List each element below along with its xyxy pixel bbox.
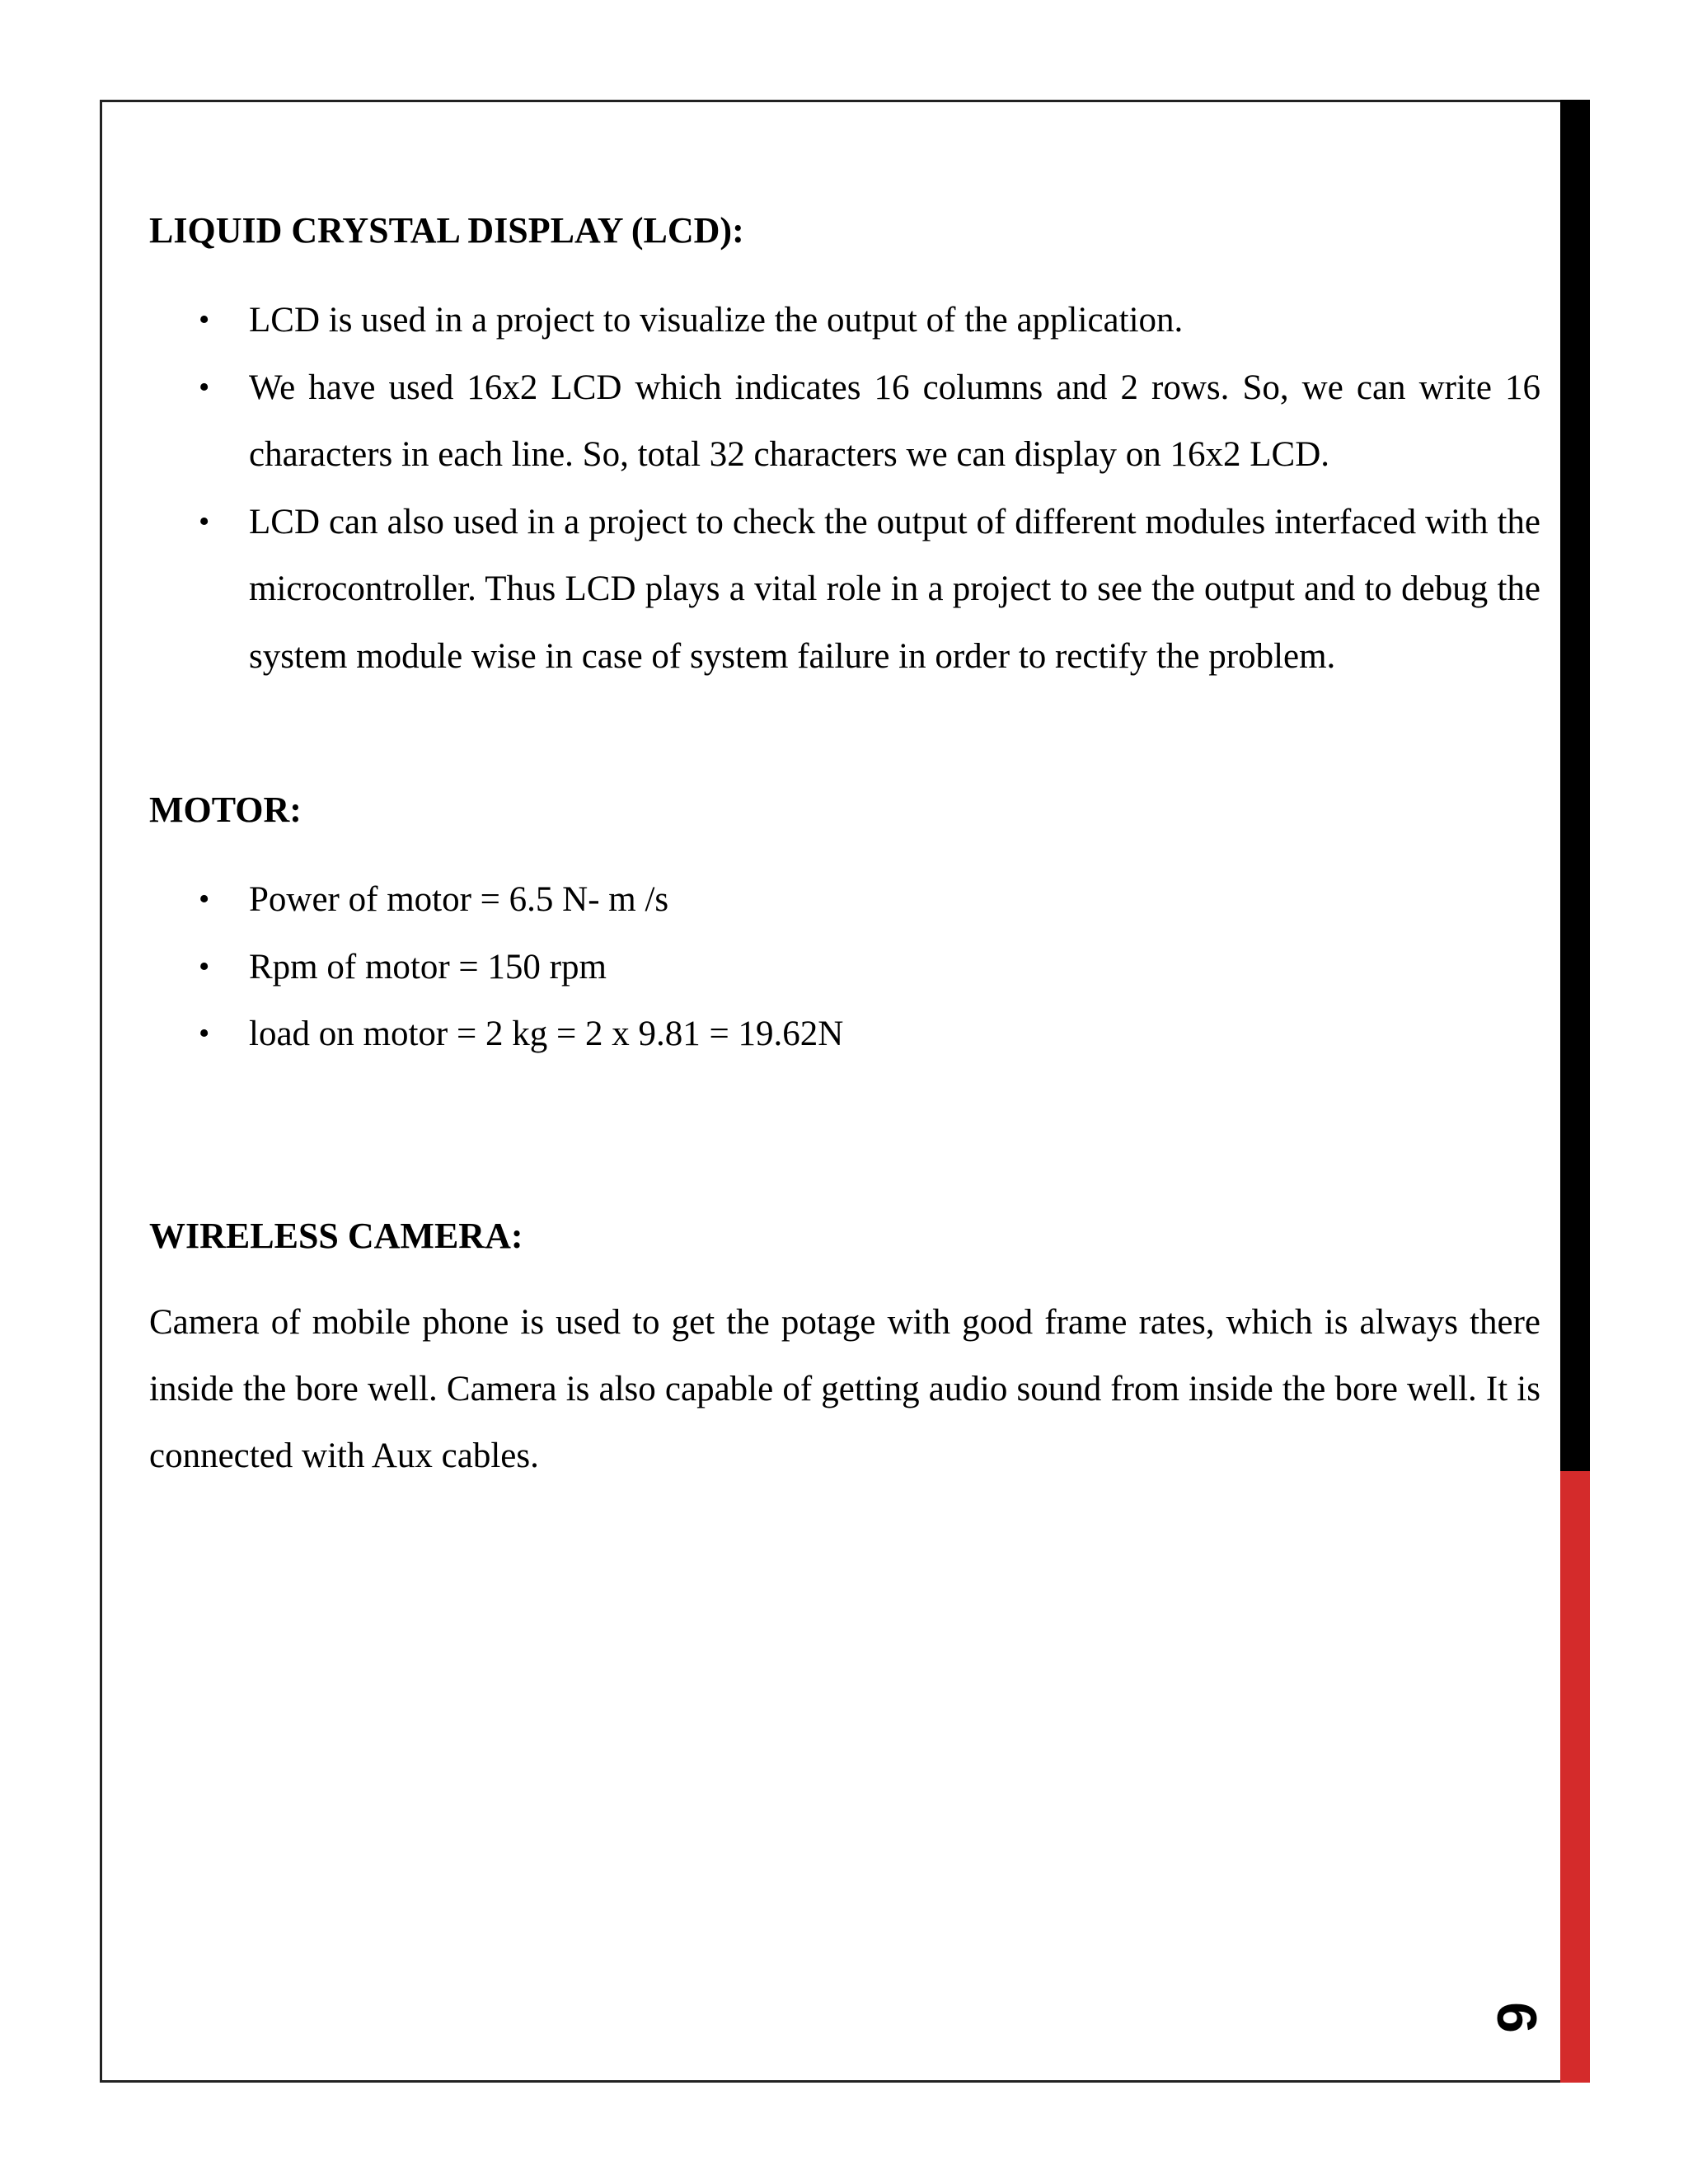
lcd-section-title: LIQUID CRYSTAL DISPLAY (LCD): [149,210,744,251]
list-item-text: We have used 16x2 LCD which indicates 16 columns and 2 rows. So, we can write 16 characters in each line. So, total 32 characters we can display on 16x2 LCD. [249,368,1540,474]
page-number: 6 [1485,2002,1548,2033]
sidebar-black-bar [1560,100,1590,1471]
page-content [149,206,1540,1489]
list-item-text: load on motor = 2 kg = 2 x 9.81 = 19.62N [249,1015,844,1053]
camera-paragraph: Camera of mobile phone is used to get the potage with good frame rates, which is always there inside the bore well. Camera is also capable of getting audio sound from inside the bore well. It is connected with Aux cables. [149,1302,1540,1475]
list-item-text: Power of motor = 6.5 N- m /s [249,880,669,919]
list-item-text: Rpm of motor = 150 rpm [249,947,607,987]
list-item-text: LCD can also used in a project to check the output of different modules interfaced with the microcontroller. Thus LCD plays a vital role in a project to see the output and to debug the system module wise in case of system failure in order to rectify the problem. [249,502,1540,676]
sidebar-red-bar [1560,1471,1590,2083]
bullet-icon: • [199,504,210,539]
bullet-icon: • [199,369,210,405]
list-item [149,866,1540,934]
camera-section-title: WIRELESS CAMERA: [149,1215,523,1256]
motor-bullet-list [149,866,1540,1068]
motor-section-title: MOTOR: [149,790,302,830]
list-item [149,1001,1540,1068]
bullet-icon: • [199,302,210,337]
bullet-icon: • [199,1016,210,1051]
list-item-text: LCD is used in a project to visualize the output of the application. [249,301,1184,340]
bullet-icon: • [199,882,210,916]
list-item [149,354,1540,489]
lcd-bullet-list [149,287,1540,690]
list-item [149,489,1540,691]
list-item [149,287,1540,354]
bullet-icon: • [199,949,210,984]
list-item [149,934,1540,1001]
